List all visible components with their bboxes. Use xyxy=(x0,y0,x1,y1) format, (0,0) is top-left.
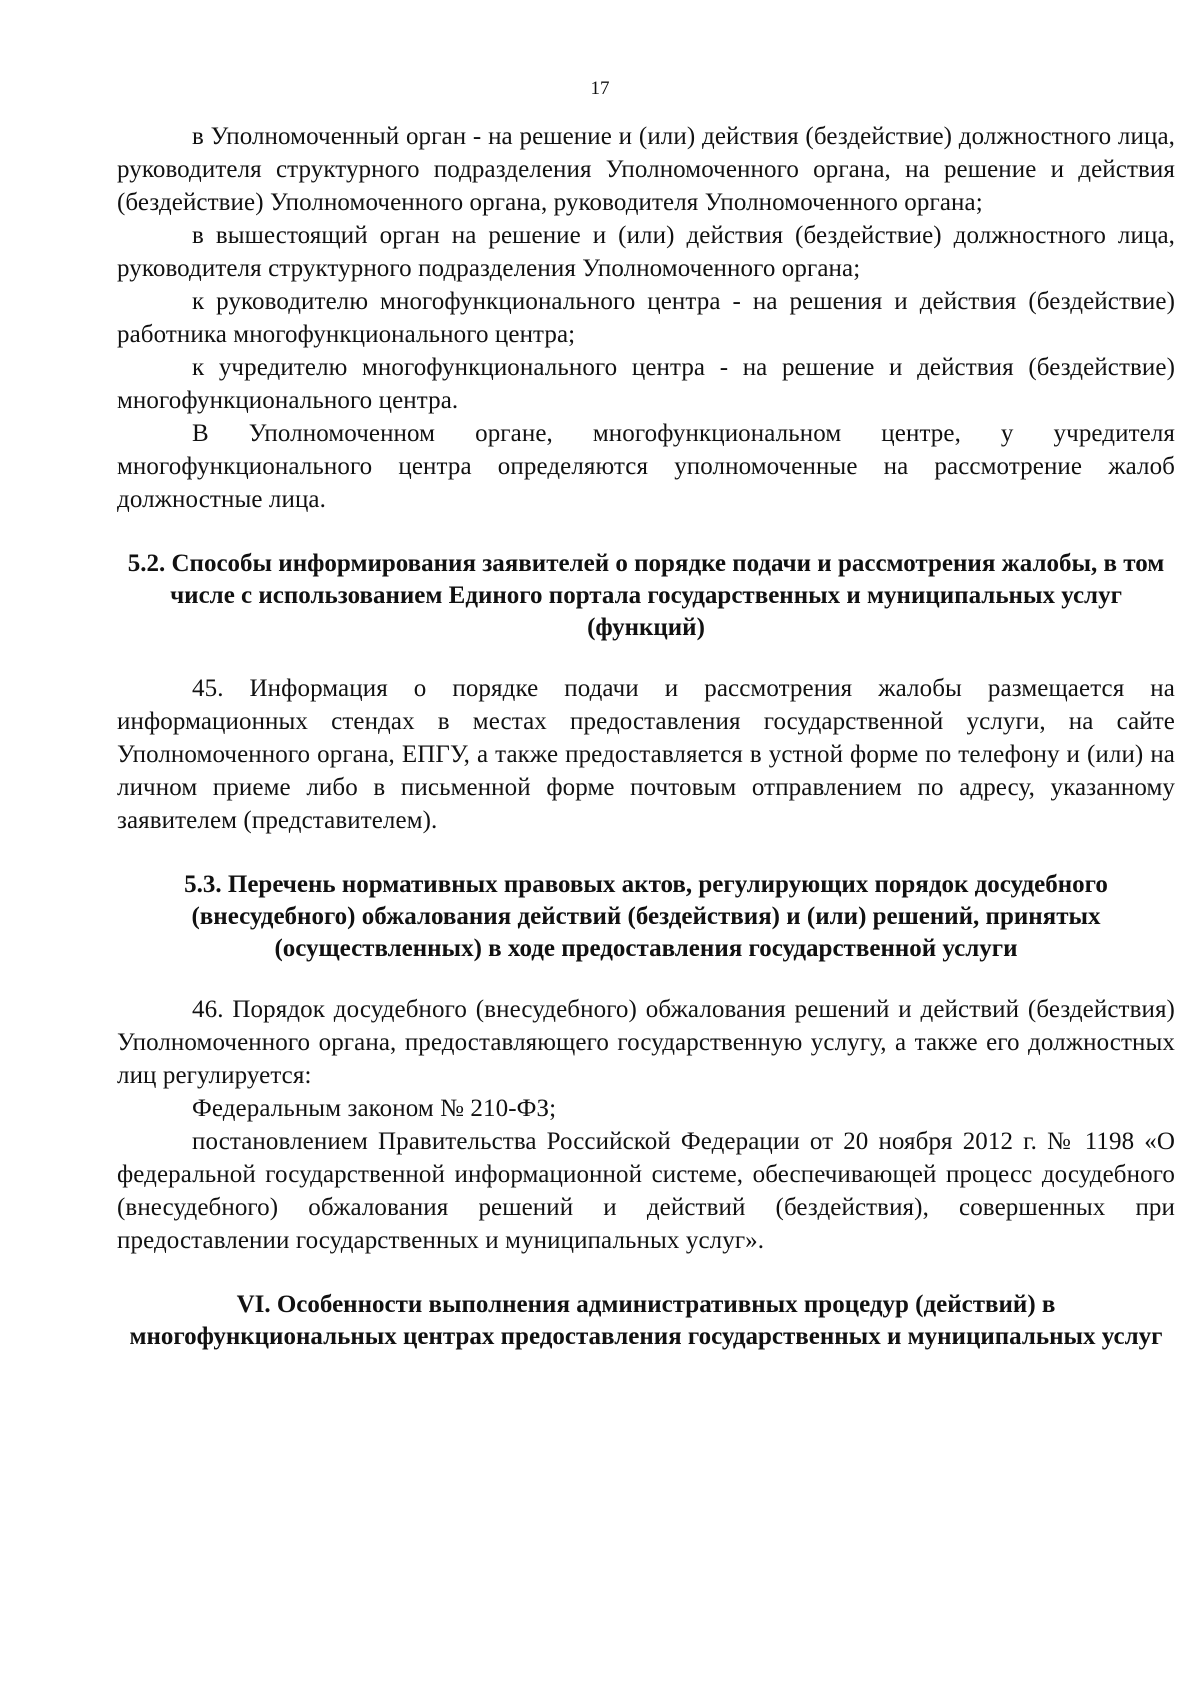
spacer xyxy=(117,644,1175,672)
page-number: 17 xyxy=(590,78,610,99)
page-content xyxy=(117,120,1175,1353)
spacer xyxy=(117,965,1175,993)
paragraph-46: 46. Порядок досудебного (внесудебного) обжалования решений и действий (бездействия) Уполномоченного органа, предоставляющего государственную услугу, а также его должностных лиц регулируется: xyxy=(117,996,1175,1089)
paragraph-mfc-head: к руководителю многофункционального центра - на решения и действия (бездействие) работника многофункционального центра; xyxy=(117,288,1175,348)
section-heading-6: VI. Особенности выполнения административных процедур (действий) в многофункциональных центрах предоставления государственных и муниципальных услуг xyxy=(129,1291,1163,1350)
section-heading-5-3: 5.3. Перечень нормативных правовых актов, регулирующих порядок досудебного (внесудебного) обжалования действий (бездействия) и (или) решений, принятых (осуществленных) в ходе предоставления государственной услуги xyxy=(184,871,1108,962)
spacer xyxy=(117,516,1175,548)
spacer xyxy=(117,1257,1175,1289)
list-item-federal-law: Федеральным законом № 210-ФЗ; xyxy=(192,1095,557,1122)
list-item-government-decree: постановлением Правительства Российской Федерации от 20 ноября 2012 г. № 1198 «О федеральной государственной информационной системе, обеспечивающей процесс досудебного (внесудебного) обжалования решений и действий (бездействия), совершенных при предоставлении государственных и муниципальных услуг». xyxy=(117,1128,1175,1254)
paragraph-45: 45. Информация о порядке подачи и рассмотрения жалобы размещается на информационных стендах в местах предоставления государственной услуги, на сайте Уполномоченного органа, ЕПГУ, а также предоставляется в устной форме по телефону и (или) на личном приеме либо в письменной форме почтовым отправлением по адресу, указанному заявителем (представителем). xyxy=(117,675,1175,834)
spacer xyxy=(117,837,1175,869)
paragraph-officials: В Уполномоченном органе, многофункциональном центре, у учредителя многофункционального центра определяются уполномоченные на рассмотрение жалоб должностные лица. xyxy=(117,420,1175,513)
paragraph-mfc-founder: к учредителю многофункционального центра - на решение и действия (бездействие) многофункционального центра. xyxy=(117,354,1175,414)
section-heading-5-2: 5.2. Способы информирования заявителей о порядке подачи и рассмотрения жалобы, в том числе с использованием Единого портала государственных и муниципальных услуг (функций) xyxy=(127,550,1165,641)
paragraph-authorized-body: в Уполномоченный орган - на решение и (или) действия (бездействие) должностного лица, руководителя структурного подразделения Уполномоченного органа, на решение и действия (бездействие) Уполномоченного органа, руководителя Уполномоченного органа; xyxy=(117,123,1175,216)
paragraph-higher-body: в вышестоящий орган на решение и (или) действия (бездействие) должностного лица, руководителя структурного подразделения Уполномоченного органа; xyxy=(117,222,1175,282)
